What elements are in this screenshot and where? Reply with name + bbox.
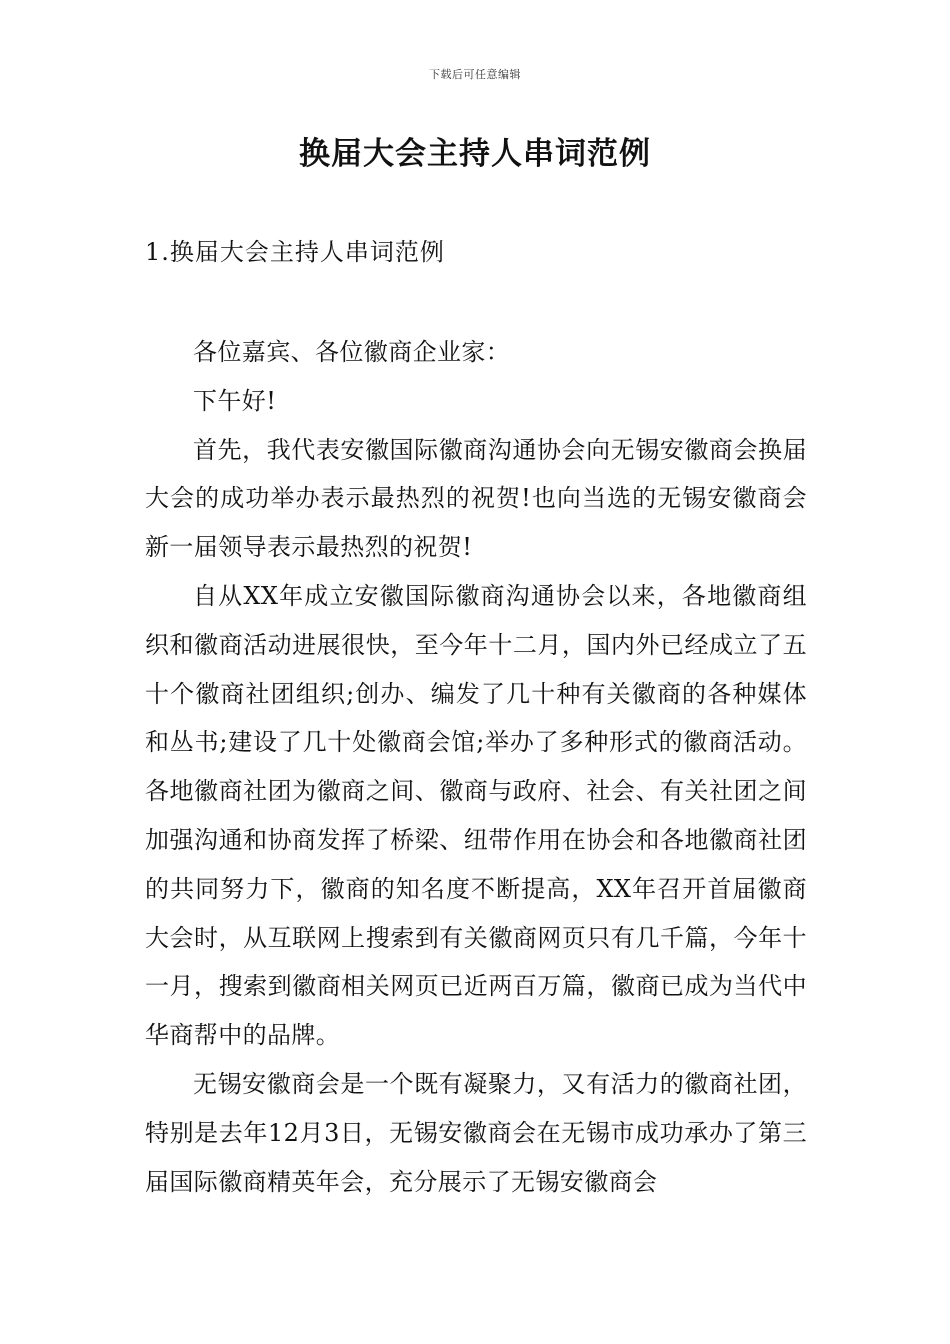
paragraph-salutation: 各位嘉宾、各位徽商企业家： [193,338,511,366]
section-heading: 1.换届大会主持人串词范例 [145,238,445,266]
paragraph-greeting: 下午好! [193,386,277,415]
paragraph-congratulations: 首先，我代表安徽国际徽商沟通协会向无锡安徽商会换届大会的成功举办表示最热烈的祝贺!也向当选的无锡安徽商会新一届领导表示最热烈的祝贺! [145,435,807,562]
document-body [145,328,807,1206]
header-note: 下载后可任意编辑 [429,68,521,81]
paragraph-association-history: 自从XX年成立安徽国际徽商沟通协会以来，各地徽商组织和徽商活动进展很快，至今年十二月，国内外已经成立了五十个徽商社团组织;创办、编发了几十种有关徽商的各种媒体和丛书;建设了几十处徽商会馆;举办了多种形式的徽商活动。各地徽商社团为徽商之间、徽商与政府、社会、有关社团之间加强沟通和协商发挥了桥梁、纽带作用在协会和各地徽商社团的共同努力下，徽商的知名度不断提高，XX年召开首届徽商大会时，从互联网上搜索到有关徽商网页只有几千篇，今年十一月，搜索到徽商相关网页已近两百万篇，徽商已成为当代中华商帮中的品牌。 [145,581,807,1050]
paragraph-wuxi-chamber: 无锡安徽商会是一个既有凝聚力，又有活力的徽商社团，特别是去年12月3日，无锡安徽商会在无锡市成功承办了第三届国际徽商精英年会，充分展示了无锡安徽商会 [145,1069,807,1196]
page-title: 换届大会主持人串词范例 [299,136,651,172]
